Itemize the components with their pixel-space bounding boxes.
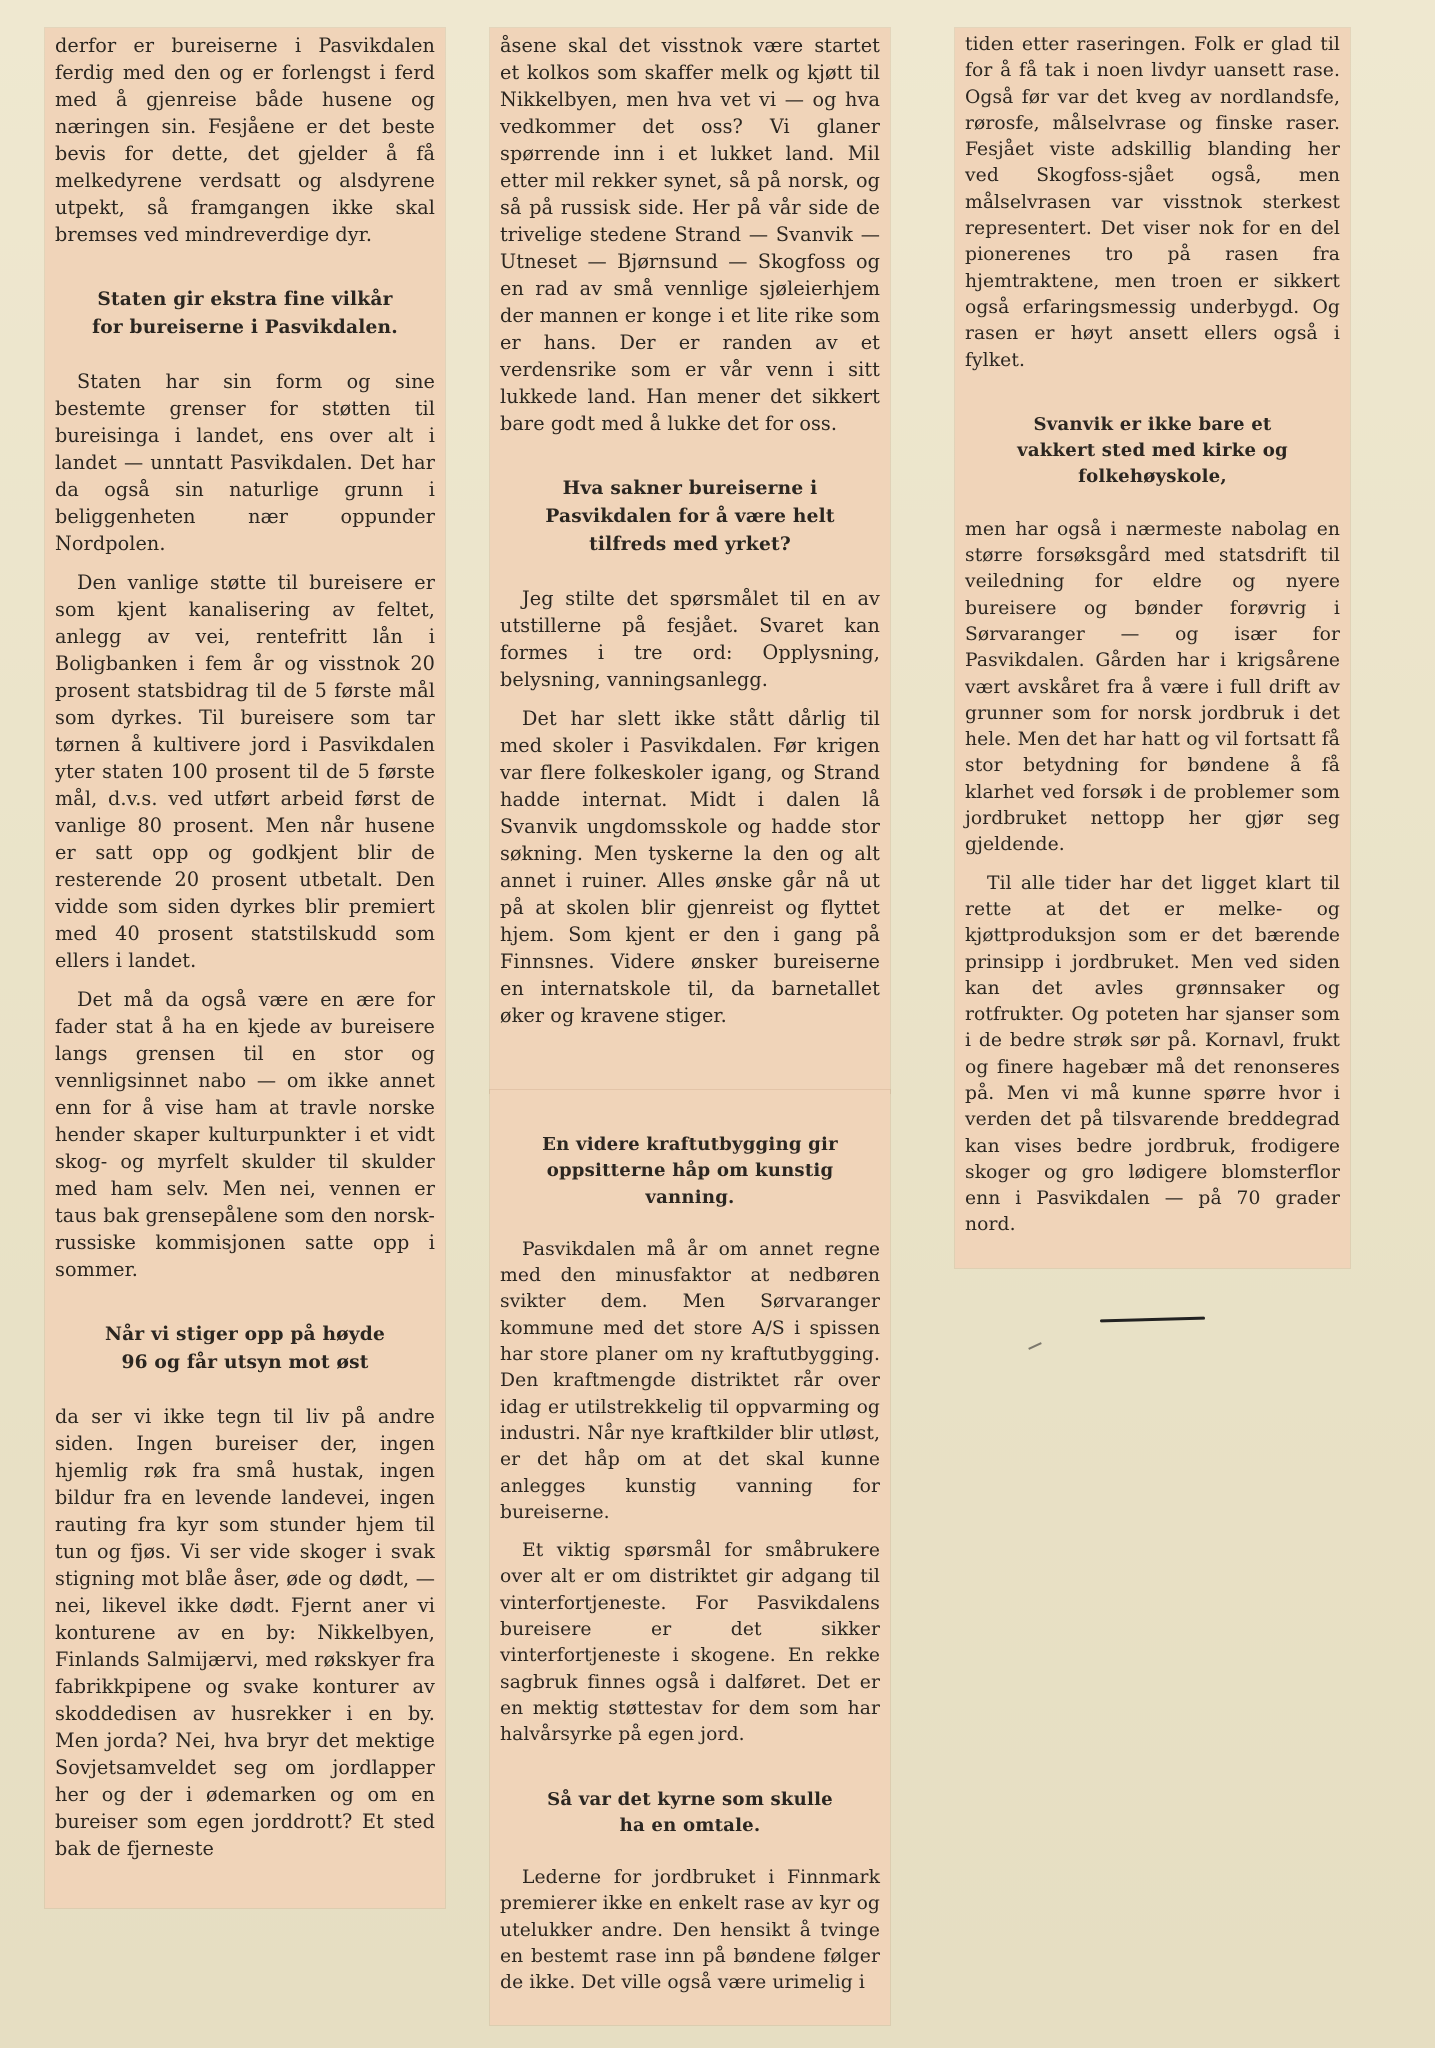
article-paragraph: Det har slett ikke stått dårlig til med skoler i Pasvikdalen. Før krigen var flere folkeskoler igang, og Strand hadde internat. Midt i dalen lå Svanvik ungdomsskole og hadde stor søkning. Men tyskerne la den og alt annet i ruiner. Alles ønske går nå ut på at skolen blir gjenreist og flyttet hjem. Som kjent er den i gang på Finnsnes. Videre ønsker bureiserne en internatskole til, da barnetallet øker og kravene stiger. xyxy=(500,707,880,1027)
article-paragraph: åsene skal det visstnok være startet et kolkos som skaffer melk og kjøtt til Nikkelbyen, men hva vet vi — og hva vedkommer det oss? Vi glaner spørrende inn i et lukket land. Mil etter mil rekker synet, så på norsk, og så på russisk side. Her på vår side de trivelige stedene Strand — Svanvik — Utneset — Bjørnsund — Skogfoss og en rad av små vennlige sjøleierhjem der mannen er konge i et lite rike som er hans. Der er randen av et verdensrike som er vår venn i sitt lukkede land. Han mener det sikkert bare godt med å lukke det for oss. xyxy=(500,34,880,435)
article-paragraph: Det må da også være en ære for fader stat å ha en kjede av bureisere langs grensen til en stor og vennligsinnet nabo — om ikke annet enn for å vise ham at travle norske hender skaper kulturpunkter i et vidt skog- og myrfelt skulder til skulder med ham selv. Men nei, vennen er taus bak grensepålene som den norsk-russiske kommisjonen satte opp i sommer. xyxy=(55,988,435,1281)
article-subheading: Så var det kyrne som skulle ha en omtale. xyxy=(547,1788,833,1836)
article-paragraph: tiden etter raseringen. Folk er glad til for å få tak i noen livdyr uansett rase. Også før var det kveg av nordlandsfe, rørosfe, målselvrase og finske raser. Fesjået viste adskillig blanding her ved Skogfoss-sjået også, men målselvrasen var visstnok sterkest representert. Det viser nok for en del pionerenes tro på rasen fra hjemtraktene, men troen er sikkert også erfaringsmessig underbygd. Og rasen er høyt ansett ellers også i fylket. xyxy=(965,34,1340,371)
clipping-column-2-bottom xyxy=(490,1090,890,2025)
article-paragraph: Den vanlige støtte til bureisere er som kjent kanalisering av feltet, anlegg av vei, rentefritt lån i Boligbanken i fem år og visstnok 20 prosent statsbidrag til de 5 første mål som dyrkes. Til bureisere som tar tørnen å kultivere jord i Pasvikdalen yter staten 100 prosent til de 5 første mål, d.v.s. ved utført arbeid først de vanlige 80 prosent. Men når husene er satt opp og godkjent blir de resterende 20 prosent utbetalt. Den vidde som siden dyrkes blir premiert med 40 prosent statstilskudd som ellers i landet. xyxy=(55,571,435,972)
article-subheading: Staten gir ekstra fine vilkår for bureiserne i Pasvikdalen. xyxy=(92,289,398,338)
article-paragraph: Pasvikdalen må år om annet regne med den minusfaktor at nedbøren svikter dem. Men Sørvaranger kommune med det store A/S i spissen har store planer om ny kraftutbygging. Den kraftmengde distriktet rår over idag er utilstrekkelig til oppvarming og industri. Når nye kraftkilder blir utløst, er det håp om at det skal kunne anlegges kunstig vanning for bureiserne. xyxy=(500,1238,880,1523)
clipping-column-1 xyxy=(45,28,445,1908)
clipping-column-3 xyxy=(955,28,1350,1268)
article-paragraph: men har også i nærmeste nabolag en større forsøksgård med statsdrift til veiledning for eldre og nyere bureisere og bønder forøvrig i Sørvaranger — og især for Pasvikdalen. Gården har i krigsårene vært avskåret fra å være i full drift av grunner som for norsk jordbruk i det hele. Men det har hatt og vil fortsatt få stor betydning for bøndene å få klarhet ved forsøk i de problemer som jordbruket nettopp her gjør seg gjeldende. xyxy=(965,518,1340,856)
pencil-dot-mark xyxy=(1028,1342,1042,1350)
pencil-stroke-mark xyxy=(1100,1317,1205,1323)
article-subheading: En videre kraftutbygging gir oppsitterne håp om kunstig vanning. xyxy=(542,1134,838,1208)
article-subheading: Hva sakner bureiserne i Pasvikdalen for å være helt tilfreds med yrket? xyxy=(545,478,835,555)
article-paragraph: Lederne for jordbruket i Finnmark premierer ikke en enkelt rase av kyr og utelukker andre. Den hensikt å tvinge en bestemt rase inn på bøndene følger de ikke. Det ville også være urimelig i xyxy=(500,1867,880,1994)
article-paragraph: Til alle tider har det ligget klart til rette at det er melke- og kjøttproduksjon som er det bærende prinsipp i jordbruket. Men ved siden kan det avles grønnsaker og rotfrukter. Og poteten har sjanser som i de bedre strøk sør på. Kornavl, frukt og finere hagebær må det renonseres på. Men vi må kunne spørre hvor i verden det på tilsvarende breddegrad kan vises bedre jordbruk, frodigere skoger og gro lødigere blomsterflor enn i Pasvikdalen — på 70 grader nord. xyxy=(965,872,1340,1236)
article-paragraph: Jeg stilte det spørsmålet til en av utstillerne på fesjået. Svaret kan formes i tre ord: Opplysning, belysning, vanningsanlegg. xyxy=(500,587,880,691)
article-paragraph: da ser vi ikke tegn til liv på andre siden. Ingen bureiser der, ingen hjemlig røk fra små hustak, ingen bildur fra en levende landevei, ingen rauting fra kyr som stunder hjem til tun og fjøs. Vi ser vide skoger i svak stigning mot blåe åser, øde og dødt, — nei, likevel ikke dødt. Fjernt aner vi konturene av en by: Nikkelbyen, Finlands Salmijærvi, med røkskyer fra fabrikkpipene og svake konturer av skoddedisen av husrekker i en by. Men jorda? Nei, hva bryr det mektige Sovjetsamveldet seg om jordlapper her og der i ødemarken og om en bureiser som egen jorddrott? Et sted bak de fjerneste xyxy=(55,1405,435,1860)
article-subheading: Når vi stiger opp på høyde 96 og får utsyn mot øst xyxy=(104,1324,386,1373)
clipping-column-2-top xyxy=(490,28,890,1093)
article-subheading: Svanvik er ikke bare et vakkert sted med kirke og folkehøyskole, xyxy=(1017,413,1288,488)
article-paragraph: Staten har sin form og sine bestemte grenser for støtten til bureisinga i landet, ens over alt i landet — unntatt Pasvikdalen. Det har da også sin naturlige grunn i beliggenheten nær oppunder Nordpolen. xyxy=(55,370,435,555)
article-paragraph: derfor er bureiserne i Pasvikdalen ferdig med den og er forlengst i ferd med å gjenreise både husene og næringen sin. Fesjåene er det beste bevis for dette, det gjelder å få melkedyrene verdsatt og alsdyrene utpekt, så framgangen ikke skal bremses ved mindreverdige dyr. xyxy=(55,34,435,246)
article-paragraph: Et viktig spørsmål for småbrukere over alt er om distriktet gir adgang til vinterfortjeneste. For Pasvikdalens bureisere er det sikker vinterfortjeneste i skogene. En rekke sagbruk finnes også i dalføret. Det er en mektig støttestav for dem som har halvårsyrke på egen jord. xyxy=(500,1540,880,1746)
